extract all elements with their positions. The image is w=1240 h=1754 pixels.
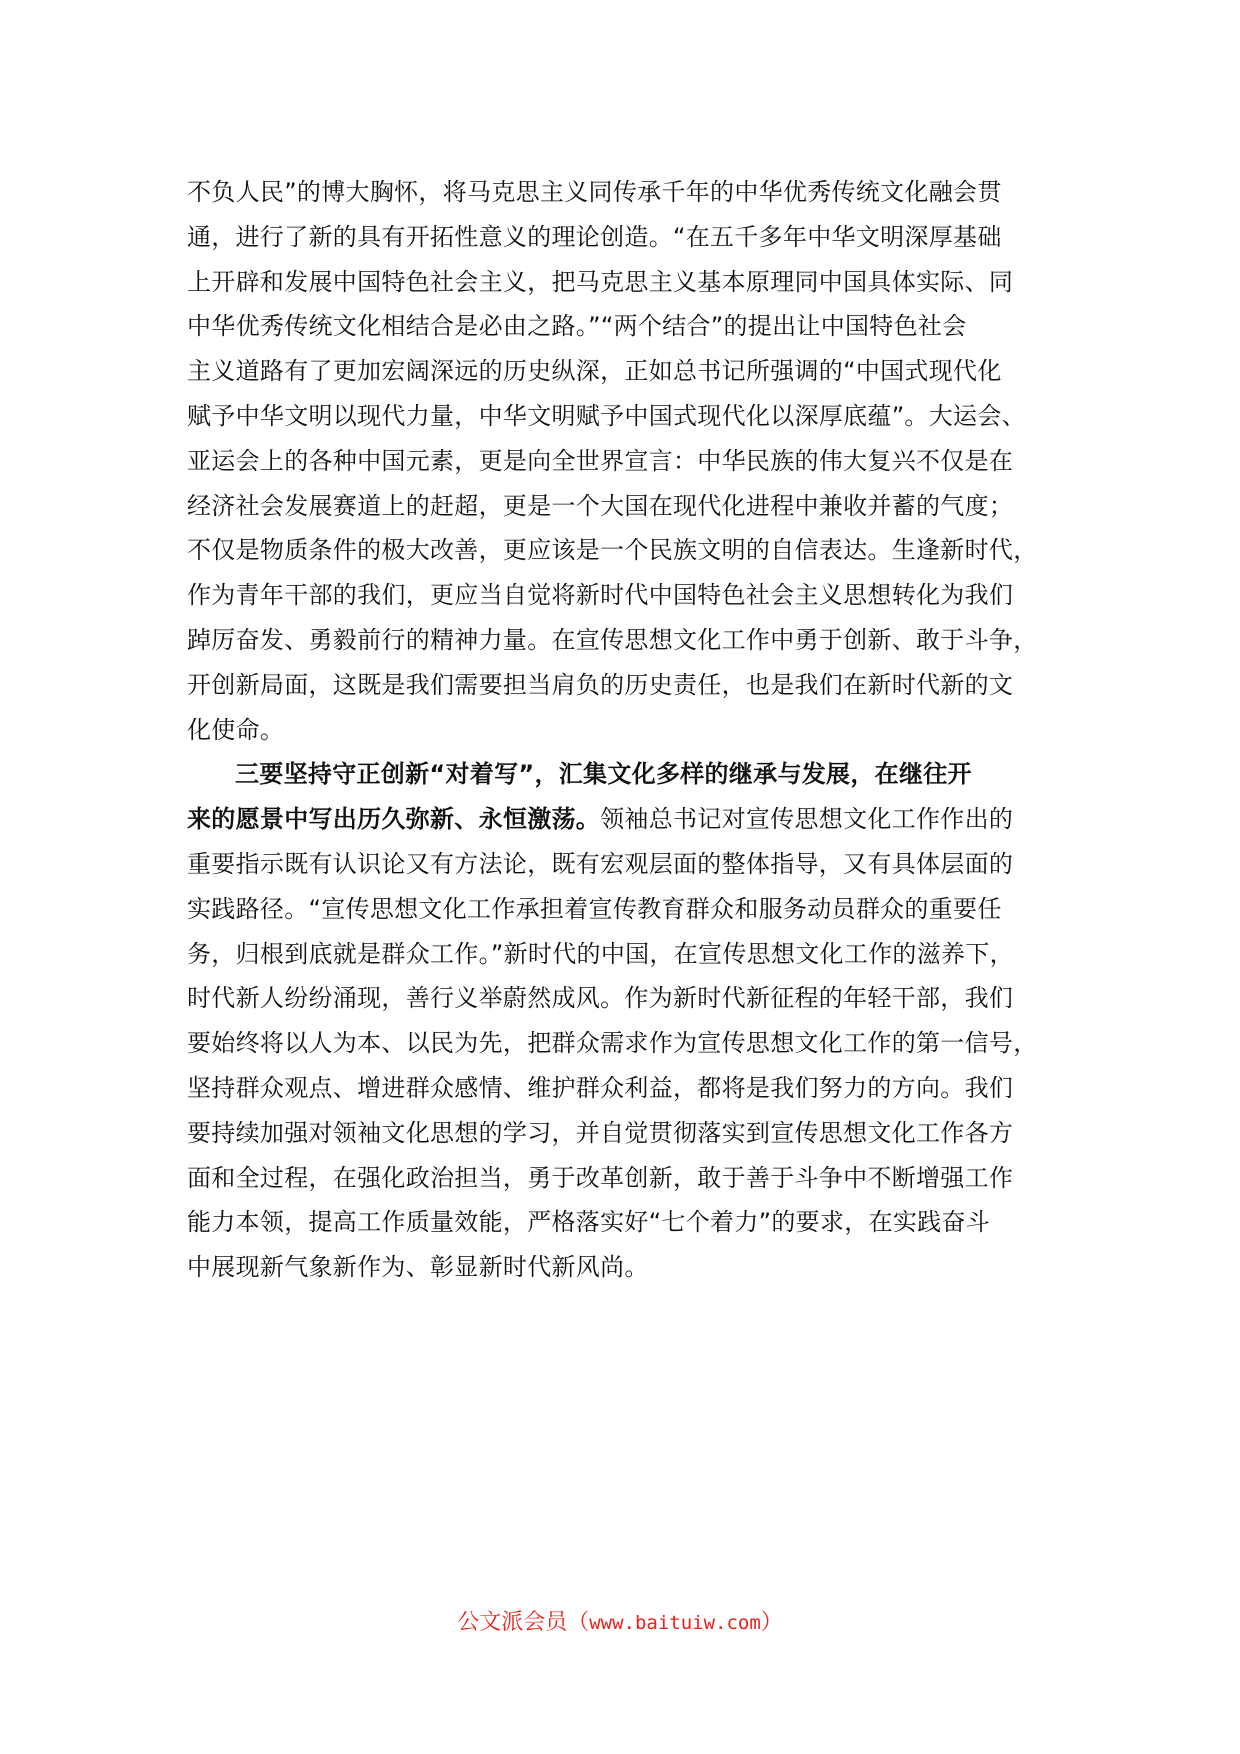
text-line: 赋予中华文明以现代力量，中华文明赋予中国式现代化以深厚底蕴”。大运会、 <box>187 401 1026 430</box>
text-line: 重要指示既有认识论又有方法论，既有宏观层面的整体指导，又有具体层面的 <box>187 849 1014 878</box>
text-line: 时代新人纷纷涌现，善行义举蔚然成风。作为新时代新征程的年轻干部，我们 <box>187 984 1014 1013</box>
text-line: 中展现新气象新作为、彰显新时代新风尚。 <box>187 1253 649 1282</box>
body-text <box>187 170 1067 1290</box>
text-line: 不仅是物质条件的极大改善，更应该是一个民族文明的自信表达。生逢新时代， <box>187 536 1038 565</box>
text-line: 务，归根到底就是群众工作。”新时代的中国，在宣传思想文化工作的滋养下， <box>187 939 1014 968</box>
text-line: 不负人民”的博大胸怀，将马克思主义同传承千年的中华优秀传统文化融会贯 <box>187 178 1002 206</box>
text-run: 领袖总书记对宣传思想文化工作作出的 <box>600 805 1014 834</box>
footer-watermark <box>0 1608 1240 1638</box>
section-heading: 三要坚持守正创新“对着写”，汇集文化多样的继承与发展，在继往开 <box>235 760 972 789</box>
text-line: 开创新局面，这既是我们需要担当肩负的历史责任，也是我们在新时代新的文 <box>187 670 1014 699</box>
text-line: 要持续加强对领袖文化思想的学习，并自觉贯彻落实到宣传思想文化工作各方 <box>187 1118 1014 1147</box>
text-line: 亚运会上的各种中国元素，更是向全世界宣言：中华民族的伟大复兴不仅是在 <box>187 446 1014 475</box>
paragraph-1 <box>187 170 1067 752</box>
paragraph-2 <box>187 752 1067 1290</box>
text-line: 面和全过程，在强化政治担当，勇于改革创新，敢于善于斗争中不断增强工作 <box>187 1163 1014 1192</box>
footer-close: ） <box>760 1610 783 1635</box>
text-line: 能力本领，提高工作质量效能，严格落实好“七个着力”的要求，在实践奋斗 <box>187 1208 991 1237</box>
text-line: 中华优秀传统文化相结合是必由之路。”“两个结合”的提出让中国特色社会 <box>187 312 967 341</box>
footer-url[interactable]: www.baituiw.com <box>589 1612 761 1634</box>
text-line: 要始终将以人为本、以民为先，把群众需求作为宣传思想文化工作的第一信号， <box>187 1029 1038 1058</box>
text-line: 主义道路有了更加宏阔深远的历史纵深，正如总书记所强调的“中国式现代化 <box>187 357 1002 386</box>
section-heading-end: 来的愿景中写出历久弥新、永恒激荡。 <box>187 805 601 834</box>
footer-label: 公文派会员（ <box>457 1610 590 1635</box>
text-line: 作为青年干部的我们，更应当自觉将新时代中国特色社会主义思想转化为我们 <box>187 581 1014 610</box>
text-line: 化使命。 <box>187 715 285 744</box>
text-line: 上开辟和发展中国特色社会主义，把马克思主义基本原理同中国具体实际、同 <box>187 267 1014 296</box>
text-line: 坚持群众观点、增进群众感情、维护群众利益，都将是我们努力的方向。我们 <box>187 1073 1014 1102</box>
text-line: 踔厉奋发、勇毅前行的精神力量。在宣传思想文化工作中勇于创新、敢于斗争， <box>187 625 1038 654</box>
text-line: 通，进行了新的具有开拓性意义的理论创造。“在五千多年中华文明深厚基础 <box>187 222 1002 251</box>
text-line: 实践路径。“宣传思想文化工作承担着宣传教育群众和服务动员群众的重要任 <box>187 894 1002 923</box>
text-line <box>187 797 1067 842</box>
text-line: 经济社会发展赛道上的赶超，更是一个大国在现代化进程中兼收并蓄的气度； <box>187 491 1014 520</box>
